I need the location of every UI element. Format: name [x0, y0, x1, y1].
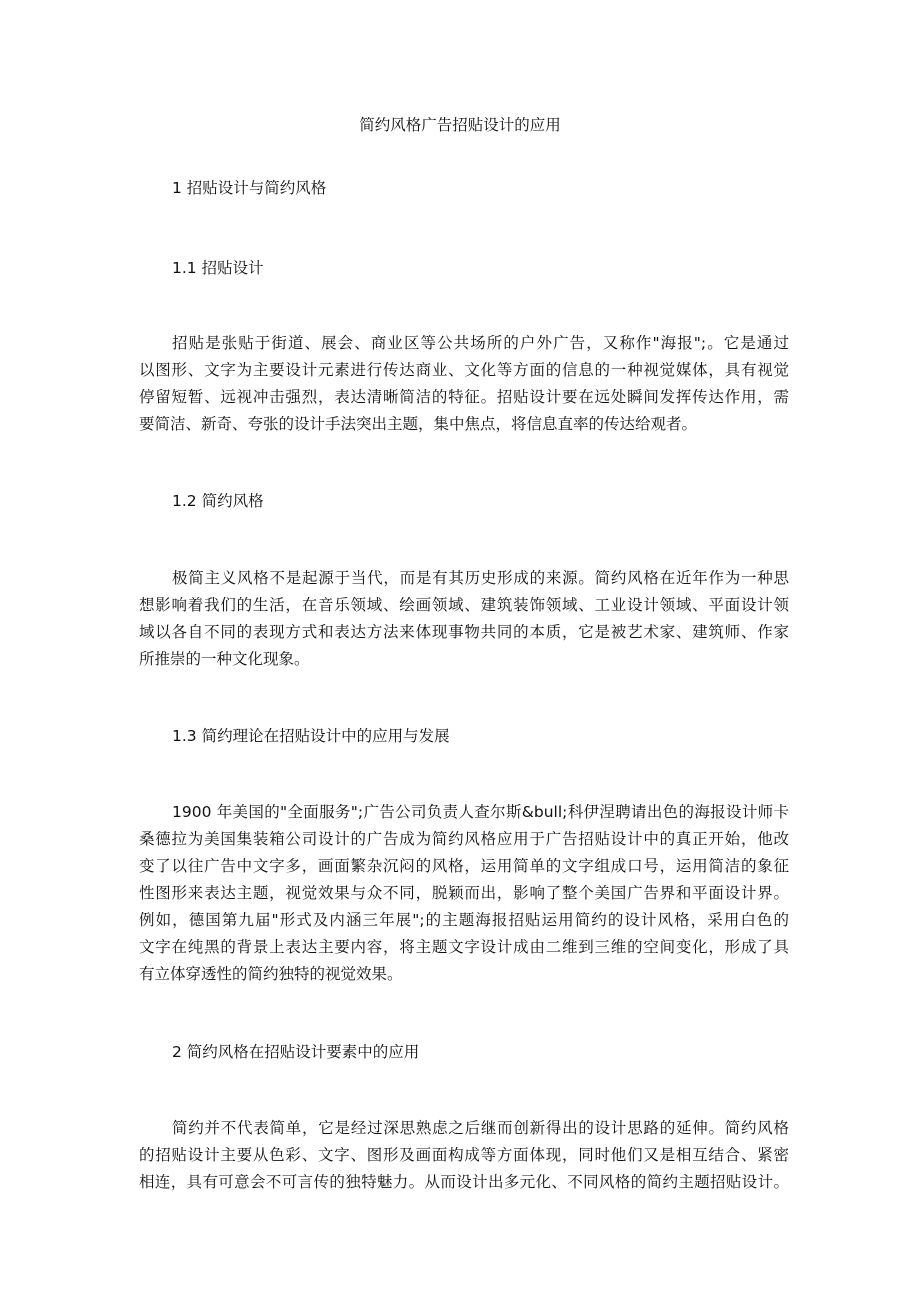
- heading-1-2: 1.2 简约风格: [172, 492, 264, 510]
- paragraph-1-2: [139, 565, 789, 673]
- text-line: 停留短暂、远视冲击强烈，表达清晰简洁的特征。招贴设计要在远处瞬间发挥传达作用，需: [139, 388, 789, 406]
- paragraph-2: [139, 1115, 789, 1196]
- text-line: 例如，德国第九届"形式及内涵三年展";的主题海报招贴运用简约的设计风格，采用白色的: [139, 911, 789, 929]
- paragraph-1-1: [139, 330, 789, 438]
- text-line: 招贴是张贴于街道、展会、商业区等公共场所的户外广告，又称作"海报";。它是通过: [172, 334, 789, 352]
- heading-1: 1 招贴设计与简约风格: [172, 179, 327, 197]
- paragraph-1-3: [139, 799, 789, 988]
- text-line: 简约并不代表简单，它是经过深思熟虑之后继而创新得出的设计思路的延伸。简约风格: [172, 1119, 789, 1137]
- text-line: 文字在纯黑的背景上表达主要内容，将主题文字设计成由二维到三维的空间变化，形成了具: [139, 938, 789, 956]
- text-line: 域以各自不同的表现方式和表达方法来体现事物共同的本质，它是被艺术家、建筑师、作家: [139, 623, 789, 641]
- text-line: 的招贴设计主要从色彩、文字、图形及画面构成等方面体现，同时他们又是相互结合、紧密: [139, 1146, 789, 1164]
- text-line: 想影响着我们的生活，在音乐领域、绘画领域、建筑装饰领域、工业设计领域、平面设计领: [139, 596, 789, 614]
- text-line: 极简主义风格不是起源于当代，而是有其历史形成的来源。简约风格在近年作为一种思: [172, 569, 789, 587]
- text-line: 变了以往广告中文字多，画面繁杂沉闷的风格，运用简单的文字组成口号，运用简洁的象征: [139, 857, 789, 875]
- text-line: 以图形、文字为主要设计元素进行传达商业、文化等方面的信息的一种视觉媒体，具有视觉: [139, 361, 789, 379]
- heading-1-1: 1.1 招贴设计: [172, 259, 264, 277]
- text-line: 要简洁、新奇、夸张的设计手法突出主题，集中焦点，将信息直率的传达给观者。: [139, 415, 698, 433]
- text-line: 性图形来表达主题，视觉效果与众不同，脱颖而出，影响了整个美国广告界和平面设计界。: [139, 884, 789, 902]
- text-line: 桑德拉为美国集装箱公司设计的广告成为简约风格应用于广告招贴设计中的真正开始，他改: [139, 830, 789, 848]
- text-line: 1900 年美国的"全面服务";广告公司负责人查尔斯&bull;科伊涅聘请出色的海报设计师卡: [172, 803, 789, 821]
- heading-1-3: 1.3 简约理论在招贴设计中的应用与发展: [172, 727, 450, 745]
- text-line: 相连，具有可意会不可言传的独特魅力。从而设计出多元化、不同风格的简约主题招贴设计。: [139, 1173, 789, 1191]
- heading-2: 2 简约风格在招贴设计要素中的应用: [172, 1043, 420, 1061]
- text-line: 所推崇的一种文化现象。: [139, 650, 310, 668]
- text-line: 有立体穿透性的简约独特的视觉效果。: [139, 965, 403, 983]
- document-title: 简约风格广告招贴设计的应用: [359, 116, 561, 134]
